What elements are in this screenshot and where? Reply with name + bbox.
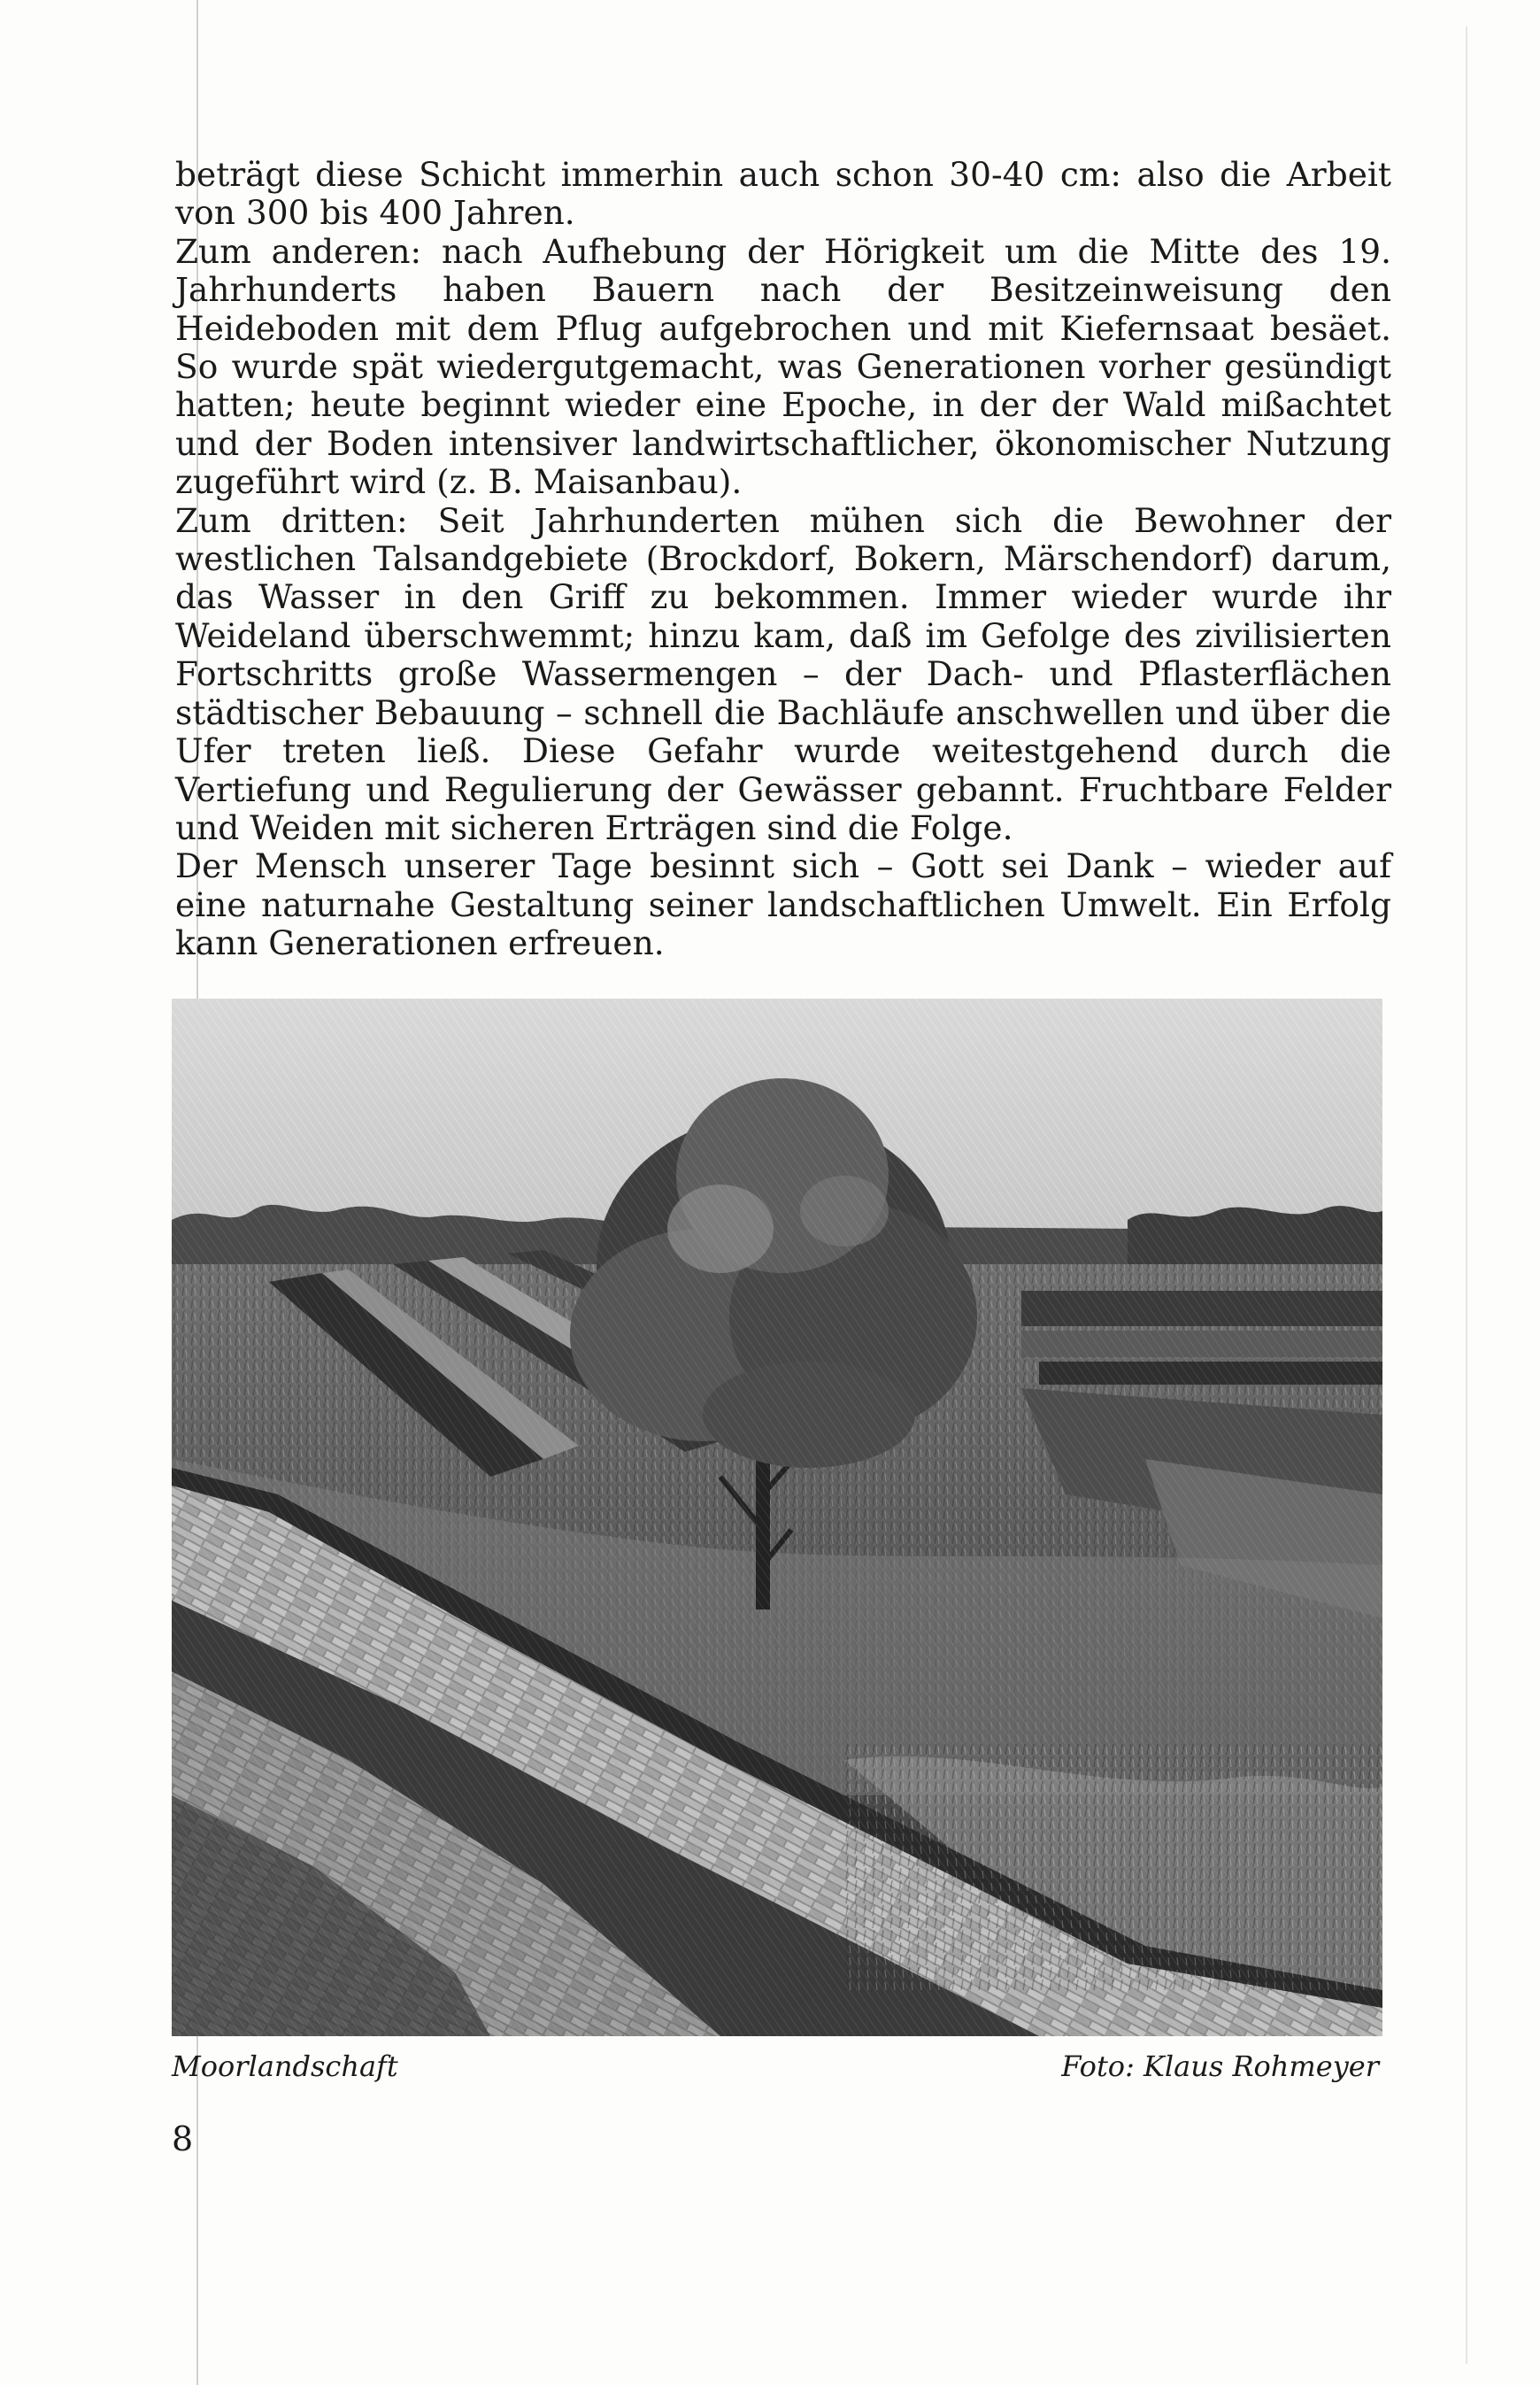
page-number: 8 [172,2119,194,2158]
paragraph-1: beträgt diese Schicht immerhin auch schon 30-40 cm: also die Arbeit von 300 bis 400 Jahren. [175,155,1391,233]
moor-photo-illustration [172,999,1382,2036]
paragraph-2: Zum anderen: nach Aufhebung der Hörigkeit um die Mitte des 19. Jahrhunderts haben Bauern nach der Besitzeinweisung den Heideboden mit dem Pflug aufgebrochen und mit Kiefernsaat besäet. So wurde spät wiedergutgemacht, was Generationen vorher gesündigt hatten; heute beginnt wieder eine Epoche, in der der Wald mißachtet und der Boden intensiver landwirtschaftlicher, ökonomischer Nutzung zugeführt wird (z. B. Maisanbau). [175,231,1391,502]
scan-edge-line [1466,27,1467,2364]
moor-landscape-photo [172,999,1382,2036]
paragraph-4: Der Mensch unserer Tage besinnt sich – Gott sei Dank – wieder auf eine naturnahe Gestaltung seiner landschaftlichen Umwelt. Ein Erfolg kann Generationen erfreuen. [175,846,1391,963]
photo-caption: Moorlandschaft [172,2049,398,2083]
photo-credit: Foto: Klaus Rohmeyer [1061,2049,1379,2083]
paragraph-3: Zum dritten: Seit Jahrhunderten mühen sich die Bewohner der westlichen Talsandgebiete (Brockdorf, Bokern, Märschendorf) darum, das Wasser in den Griff zu bekommen. Immer wieder wurde ihr Weideland überschwemmt; hinzu kam, daß im Gefolge des zivilisierten Fortschritts große Wassermengen – der Dach- und Pflasterflächen städtischer Bebauung – schnell die Bachläufe anschwellen und über die Ufer treten ließ. Diese Gefahr wurde weitestgehend durch die Vertiefung und Regulierung der Gewässer gebannt. Fruchtbare Felder und Weiden mit sicheren Erträgen sind die Folge. [175,500,1391,847]
body-text [175,156,1391,963]
